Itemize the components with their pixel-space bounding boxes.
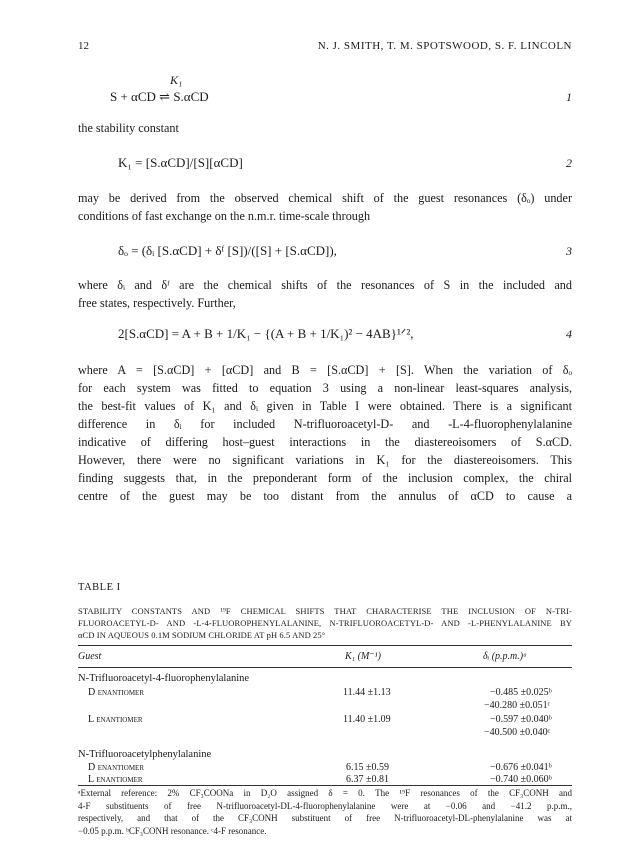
equation-4-number: 4 [566,327,572,341]
text-line: where A = [S.αCD] + [αCD] and B = [S.αCD] + [S]. When the variation of δₒ [78,363,572,377]
text-line: indicative of differing host–guest interactions in the diastereoisomers of S.αCD. [78,435,572,449]
table-cell-k1: 11.40 ±1.09 [343,714,391,725]
table-header-rule [78,667,572,668]
table-cell-shift: −0.740 ±0.060ᵇ [490,774,552,785]
equation-3-number: 3 [566,244,572,258]
text-line: centre of the guest may be too distant from the annulus of αCD to cause a [78,489,572,503]
table-caption [78,605,572,641]
table-cell-shift: −0.485 ±0.025ᵇ [490,687,552,698]
table-group-name: N-Trifluoroacetylphenylalanine [78,749,212,760]
caption-line: αCD IN AQUEOUS 0.1M SODIUM CHLORIDE AT pH 6.5 AND 25° [78,630,326,640]
eq1-constant-label: K₁ [170,73,183,87]
footnote-line: −0.05 p.p.m. ᵇCF₃CONH resonance. ᶜ4-F resonance. [78,825,267,836]
text-line: where δᵢ and δᶠ are the chemical shifts of the resonances of S in the included and [78,278,572,292]
footnote-line: ᵃExternal reference: 2% CF₃COONa in D₂O assigned δ = 0. The ¹⁹F resonances of the CF₃CONH and [78,788,572,798]
text-line: conditions of fast exchange on the n.m.r. time-scale through [78,209,371,223]
caption-line: FLUOROACETYL-D- AND -L-4-FLUOROPHENYLALANINE, N-TRIFLUOROACETYL-D- AND -L-PHENYLALANINE BY [78,618,572,628]
footnote-line: respectively, and that of the CF₃CONH substituent of free N-trifluoroacetyl-DL-phenylalanine was at [78,813,572,823]
table-cell-k1: 6.15 ±0.59 [346,762,389,773]
table-group-name: N-Trifluoroacetyl-4-fluorophenylalanine [78,673,250,684]
table-row-label: D enantiomer [88,687,144,698]
table-cell-k1: 6.37 ±0.81 [346,774,389,785]
table-cell-k1: 11.44 ±1.13 [343,687,391,698]
column-header-guest: Guest [78,651,102,662]
table-row-label: D enantiomer [88,762,144,773]
author-line: N. J. SMITH, T. M. SPOTSWOOD, S. F. LINCOLN [317,40,572,52]
text-line: difference in δᵢ for included N-trifluoroacetyl-D- and -L-4-fluorophenylalanine [78,417,572,431]
equation-4: 2[S.αCD] = A + B + 1/K₁ − {(A + B + 1/K₁)² − 4AB}¹ᐟ², [118,326,414,341]
paragraph-stability-constant: the stability constant [78,121,179,135]
table-cell-shift: −0.597 ±0.040ᵇ [490,714,552,725]
text-line: However, there were no significant variations in K₁ for the diastereoisomers. This [78,453,572,467]
equation-2: K₁ = [S.αCD]/[S][αCD] [118,155,243,170]
column-header-k1: K₁ (M⁻¹) [345,651,381,662]
table-top-rule [78,645,572,646]
table-footnote [78,787,572,837]
table-bottom-rule [78,785,572,786]
caption-line: STABILITY CONSTANTS AND ¹⁹F CHEMICAL SHIFTS THAT CHARACTERISE THE INCLUSION OF N-TRI- [78,606,572,616]
equation-3: δₒ = (δᵢ [S.αCD] + δᶠ [S])/([S] + [S.αCD]), [118,243,337,258]
equation-1-number: 1 [566,90,572,104]
text-line: may be derived from the observed chemical shift of the guest resonances (δₒ) under [78,191,572,205]
table-title: TABLE I [78,582,121,593]
equation-2-number: 2 [566,156,572,170]
column-header-shift: δᵢ (p.p.m.)ᵃ [483,651,528,662]
paragraph-observed-shift [78,189,572,225]
text-line: finding suggests that, in the preponderant form of the inclusion complex, the chiral [78,471,572,485]
table-cell-shift: −40.500 ±0.040ᶜ [484,727,551,738]
paragraph-results [78,361,572,505]
table-row-label: L enantiomer [88,714,143,725]
page-number: 12 [78,40,89,52]
equation-1: S + αCD ⇌ S.αCD [110,89,209,104]
text-line: for each system was fitted to equation 3 using a non-linear least-squares analysis, [78,381,572,395]
footnote-line: 4-F substituents of free N-trifluoroacetyl-DL-4-fluorophenylalanine were at −0.06 and −41.2 p.p.m., [78,800,572,811]
table-cell-shift: −0.676 ±0.041ᵇ [490,762,552,773]
paragraph-chemical-shifts [78,276,572,312]
table-cell-shift: −40.280 ±0.051ᶜ [484,700,551,711]
table-row-label: L enantiomer [88,774,143,785]
text-line: free states, respectively. Further, [78,296,236,310]
text-line: the best-fit values of K₁ and δᵢ given in Table I were obtained. There is a significant [78,399,572,413]
